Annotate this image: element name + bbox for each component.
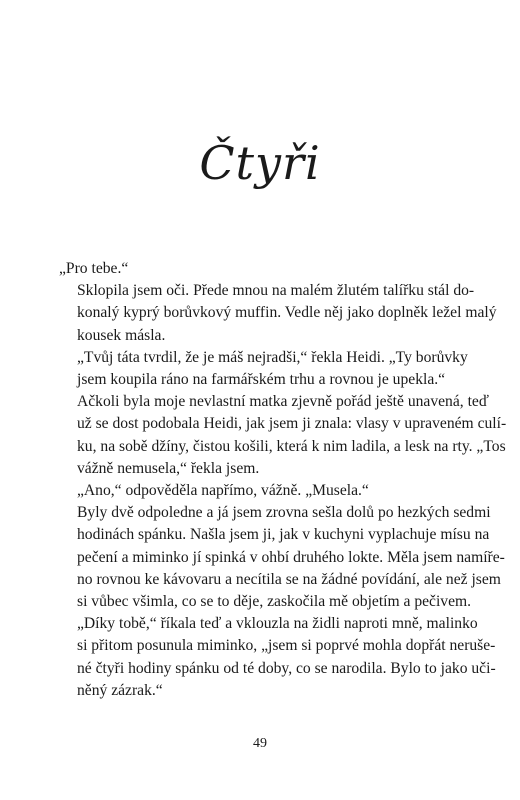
text-line: konalý kyprý borůvkový muffin. Vedle něj jako doplněk ležel malý <box>77 304 497 322</box>
text-line: „Tvůj táta tvrdil, že je máš nejradši,“ řekla Heidi. „Ty borůvky <box>77 348 468 366</box>
text-line: si přitom posunula miminko, „jsem si poprvé mohla dopřát neruše- <box>77 637 496 655</box>
text-line: vážně nemusela,“ řekla jsem. <box>77 459 260 477</box>
paragraph <box>59 480 461 502</box>
paragraph <box>59 258 461 280</box>
text-line: Sklopila jsem oči. Přede mnou na malém žlutém talířku stál do- <box>77 282 475 300</box>
text-line: kousek másla. <box>77 326 166 344</box>
text-line: už se dost podobala Heidi, jak jsem ji znala: vlasy v upraveném culí- <box>77 415 507 433</box>
text-line: „Ano,“ odpověděla napřímo, vážně. „Musela.“ <box>77 482 369 500</box>
paragraph <box>59 502 505 613</box>
paragraph <box>59 347 468 391</box>
text-line: Ačkoli byla moje nevlastní matka zjevně pořád ještě unavená, teď <box>77 393 489 411</box>
text-line: né čtyři hodiny spánku od té doby, co se narodila. Bylo to jako uči- <box>77 659 496 677</box>
text-line: něný zázrak.“ <box>77 681 163 699</box>
text-line: pečení a miminko jí spinká v ohbí druhého lokte. Měla jsem namíře- <box>77 548 505 566</box>
text-line: Byly dvě odpoledne a já jsem zrovna sešla dolů po hezkých sedmi <box>77 504 491 522</box>
text-line: „Díky tobě,“ říkala teď a vklouzla na židli naproti mně, malinko <box>77 615 478 633</box>
chapter-title: Čtyři <box>199 136 321 190</box>
paragraph <box>59 280 497 347</box>
paragraph <box>59 613 496 702</box>
paragraph <box>59 391 507 480</box>
text-line: jsem koupila ráno na farmářském trhu a rovnou je upekla.“ <box>77 371 446 389</box>
text-line: „Pro tebe.“ <box>59 260 129 277</box>
text-line: no rovnou ke kávovaru a necítila se na žádné povídání, ale než jsem <box>77 570 501 588</box>
text-line: ku, na sobě džíny, čistou košili, která k nim ladila, a lesk na rty. „Tos <box>77 437 506 455</box>
page-number: 49 <box>253 736 267 751</box>
text-line: hodinách spánku. Našla jsem ji, jak v kuchyni vyplachuje mísu na <box>77 526 490 544</box>
text-line: si vůbec všimla, co se to děje, zaskočila mě objetím a pečivem. <box>77 593 472 611</box>
chapter-body-text <box>59 258 507 702</box>
